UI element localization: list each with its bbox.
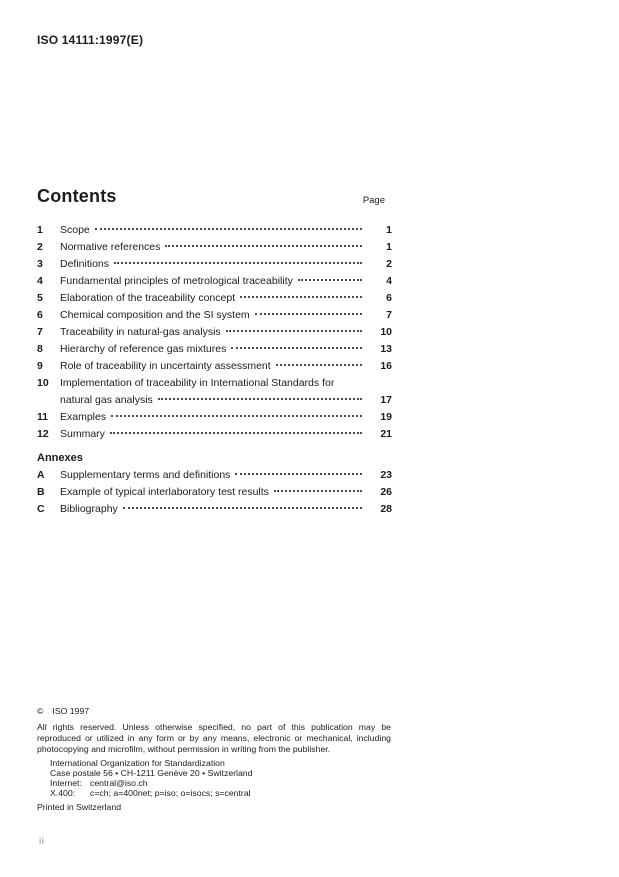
toc-entry-body xyxy=(60,256,392,273)
toc-entry-page: 19 xyxy=(380,411,392,423)
annexes-list xyxy=(37,467,392,518)
toc-entry-title: natural gas analysis xyxy=(60,394,153,406)
postal-address: Case postale 56 • CH-1211 Genève 20 • Switzerland xyxy=(50,768,253,778)
imprint-footer xyxy=(37,706,391,813)
toc-entry-body xyxy=(60,375,392,409)
x400-row xyxy=(50,788,391,798)
toc-entry-page: 7 xyxy=(386,309,392,321)
annex-entry-page: 26 xyxy=(380,486,392,498)
toc-entry-line xyxy=(60,239,392,256)
toc-entry-body xyxy=(60,358,392,375)
table-of-contents xyxy=(37,222,392,443)
toc-entry-body xyxy=(60,324,392,341)
toc-entry-page: 10 xyxy=(380,326,392,338)
toc-entry-line xyxy=(60,256,392,273)
annex-entry-title: Bibliography xyxy=(60,503,118,515)
toc-entry xyxy=(37,273,392,290)
toc-entry-title: Summary xyxy=(60,428,105,440)
toc-entry xyxy=(37,341,392,358)
toc-entry-title: Role of traceability in uncertainty assessment xyxy=(60,360,271,372)
toc-entry-number: 1 xyxy=(37,224,43,236)
toc-entry-title: Chemical composition and the SI system xyxy=(60,309,250,321)
x400-value: c=ch; a=400net; p=iso; o=isocs; s=central xyxy=(90,788,251,798)
toc-entry-line xyxy=(60,222,392,239)
annex-entry-line xyxy=(60,501,392,518)
toc-entry-body xyxy=(60,409,392,426)
annex-entry-letter: A xyxy=(37,469,45,481)
toc-entry-line xyxy=(60,341,392,358)
toc-entry-line xyxy=(60,409,392,426)
toc-entry-number: 11 xyxy=(37,411,49,423)
annex-entry-letter: B xyxy=(37,486,45,498)
toc-entry-number: 9 xyxy=(37,360,43,372)
annex-entry-body xyxy=(60,501,392,518)
toc-entry-body xyxy=(60,273,392,290)
printed-note: Printed in Switzerland xyxy=(37,802,122,812)
toc-entry-line xyxy=(60,426,392,443)
toc-entry-page: 16 xyxy=(380,360,392,372)
toc-entry-page: 1 xyxy=(386,241,392,253)
toc-entry xyxy=(37,426,392,443)
contents-header xyxy=(37,186,392,207)
toc-entry-page: 4 xyxy=(386,275,392,287)
annex-entry-body xyxy=(60,484,392,501)
toc-entry-line xyxy=(60,290,392,307)
toc-entry-page: 13 xyxy=(380,343,392,355)
toc-entry-page: 21 xyxy=(380,428,392,440)
toc-entry-body xyxy=(60,341,392,358)
toc-entry-title: Traceability in natural-gas analysis xyxy=(60,326,221,338)
internet-row xyxy=(50,778,391,788)
toc-entry xyxy=(37,358,392,375)
organization-name: International Organization for Standardization xyxy=(50,758,225,768)
toc-entry-title: Definitions xyxy=(60,258,110,270)
toc-entry-line xyxy=(60,273,392,290)
toc-entry xyxy=(37,307,392,324)
page-column-label: Page xyxy=(362,195,385,206)
toc-entry-line xyxy=(60,392,392,409)
internet-label: Internet: xyxy=(50,778,82,788)
annexes-heading: Annexes xyxy=(37,452,83,464)
toc-entry-body xyxy=(60,290,392,307)
toc-entry-title: Examples xyxy=(60,411,107,423)
toc-entry-number: 10 xyxy=(37,377,49,389)
page-number: ii xyxy=(39,836,45,847)
annex-entry-title: Example of typical interlaboratory test results xyxy=(60,486,269,498)
annex-entry-body xyxy=(60,467,392,484)
toc-entry-number: 3 xyxy=(37,258,43,270)
toc-entry xyxy=(37,409,392,426)
toc-entry-number: 8 xyxy=(37,343,43,355)
toc-entry-number: 6 xyxy=(37,309,43,321)
document-header: ISO 14111:1997(E) xyxy=(37,33,144,47)
toc-entry-title-wrap: Implementation of traceability in International Standards for xyxy=(60,377,335,389)
toc-entry-page: 6 xyxy=(386,292,392,304)
toc-entry-body xyxy=(60,239,392,256)
toc-entry xyxy=(37,256,392,273)
toc-entry xyxy=(37,239,392,256)
annex-entry-line xyxy=(60,467,392,484)
toc-entry-number: 12 xyxy=(37,428,49,440)
toc-entry-line xyxy=(60,307,392,324)
rights-paragraph: All rights reserved. Unless otherwise specified, no part of this publication may be reproduced or utilized in any form or by any means, electronic or mechanical, including photocopying and microfilm, without permission in writing from the publisher. xyxy=(37,722,391,754)
publisher-address xyxy=(50,758,391,798)
toc-entry xyxy=(37,290,392,307)
annexes-section xyxy=(37,450,392,518)
annex-entry xyxy=(37,467,392,484)
toc-entry-body xyxy=(60,222,392,239)
toc-entry xyxy=(37,375,392,409)
internet-value: central@iso.ch xyxy=(90,778,148,788)
toc-entry-page: 1 xyxy=(386,224,392,236)
copyright-text: ISO 1997 xyxy=(52,706,90,716)
toc-entry-page: 2 xyxy=(386,258,392,270)
annex-entry-letter: C xyxy=(37,503,45,515)
annex-entry xyxy=(37,501,392,518)
toc-entry xyxy=(37,324,392,341)
toc-entry-title: Hierarchy of reference gas mixtures xyxy=(60,343,227,355)
annex-entry-page: 28 xyxy=(380,503,392,515)
toc-entry-line xyxy=(60,324,392,341)
contents-title: Contents xyxy=(37,186,117,206)
annex-entry xyxy=(37,484,392,501)
annex-entry-title: Supplementary terms and definitions xyxy=(60,469,231,481)
toc-entry-title: Fundamental principles of metrological traceability xyxy=(60,275,293,287)
x400-label: X.400: xyxy=(50,788,76,798)
toc-entry-line xyxy=(60,358,392,375)
annex-entry-page: 23 xyxy=(380,469,392,481)
copyright-line xyxy=(37,706,391,717)
toc-entry-page: 17 xyxy=(380,394,392,406)
toc-entry-title: Scope xyxy=(60,224,90,236)
copyright-symbol: © xyxy=(37,706,44,716)
toc-entry-title: Normative references xyxy=(60,241,161,253)
toc-entry-number: 7 xyxy=(37,326,43,338)
toc-entry-number: 2 xyxy=(37,241,43,253)
toc-entry-number: 4 xyxy=(37,275,43,287)
annex-entry-line xyxy=(60,484,392,501)
toc-entry-body xyxy=(60,307,392,324)
toc-entry-number: 5 xyxy=(37,292,43,304)
toc-entry-body xyxy=(60,426,392,443)
toc-entry xyxy=(37,222,392,239)
toc-entry-title: Elaboration of the traceability concept xyxy=(60,292,236,304)
